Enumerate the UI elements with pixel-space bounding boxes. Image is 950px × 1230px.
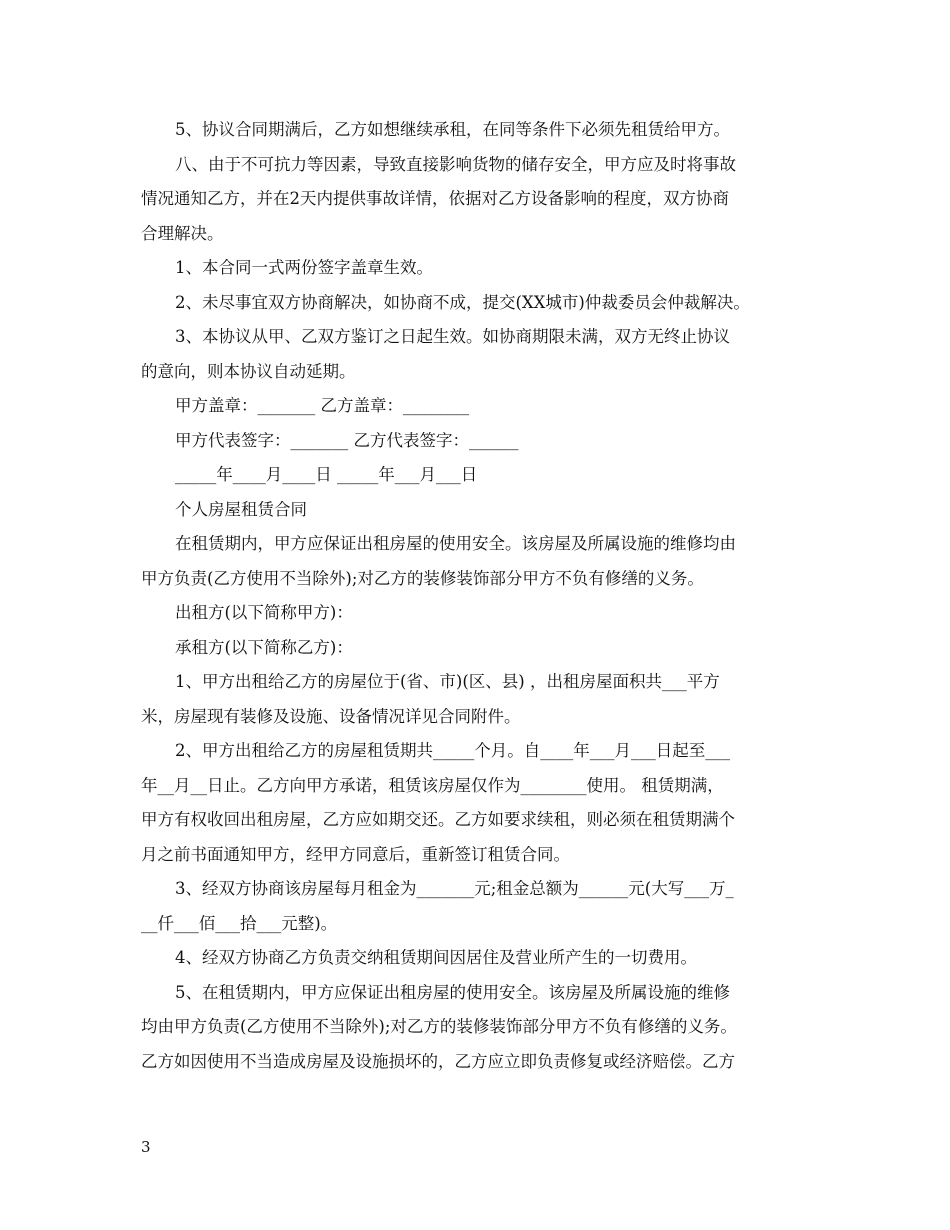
document-body xyxy=(141,113,813,1079)
text-line: 1、本合同一式两份签字盖章生效。 xyxy=(175,258,433,277)
text-line: 甲方负责(乙方使用不当除外);对乙方的装修装饰部分甲方不负有修缮的义务。 xyxy=(141,568,704,588)
text-line: _____年____月____日 _____年___月___日 xyxy=(175,465,478,484)
text-line: 5、协议合同期满后，乙方如想继续承租，在同等条件下必须先租赁给甲方。 xyxy=(175,120,730,139)
page-number: 3 xyxy=(141,1138,151,1156)
text-line: 1、甲方出租给乙方的房屋位于(省、市)(区、县) ，出租房屋面积共___平方 xyxy=(175,672,720,691)
text-line: 合理解决。 xyxy=(141,223,224,243)
text-line: 甲方有权收回出租房屋，乙方应如期交还。乙方如要求续租，则必须在租赁期满个 xyxy=(141,810,735,829)
text-line: 在租赁期内，甲方应保证出租房屋的使用安全。该房屋及所属设施的维修均由 xyxy=(175,534,736,553)
text-line: 均由甲方负责(乙方使用不当除外);对乙方的装修装饰部分甲方不负有修缮的义务。 xyxy=(141,1017,737,1036)
text-line: 5、在租赁期内，甲方应保证出租房屋的使用安全。该房屋及所属设施的维修 xyxy=(175,982,730,1002)
text-line: 3、本协议从甲、乙双方鉴订之日起生效。如协商期限未满，双方无终止协议 xyxy=(175,327,730,346)
text-line: 个人房屋租赁合同 xyxy=(175,499,307,519)
text-line: __仟___佰___拾___元整)。 xyxy=(141,913,338,933)
text-line: 月之前书面通知甲方，经甲方同意后，重新签订租赁合同。 xyxy=(141,844,570,864)
text-line: 年__月__日止。乙方向甲方承诺，租赁该房屋仅作为________使用。 租赁期满， xyxy=(141,775,724,795)
text-line: 的意向，则本协议自动延期。 xyxy=(141,361,356,381)
text-line: 3、经双方协商该房屋每月租金为_______元;租金总额为______元(大写___万_ xyxy=(175,879,734,898)
text-line: 2、未尽事宜双方协商解决，如协商不成，提交(XX城市)仲裁委员会仲裁解决。 xyxy=(175,292,750,312)
text-line: 甲方盖章：_______ 乙方盖章：________ xyxy=(175,396,469,415)
text-line: 承租方(以下简称乙方)： xyxy=(175,637,353,657)
text-line: 4、经双方协商乙方负责交纳租赁期间因居住及营业所产生的一切费用。 xyxy=(175,948,697,967)
text-line: 出租方(以下简称甲方)： xyxy=(175,603,353,622)
text-line: 八、由于不可抗力等因素，导致直接影响货物的储存安全，甲方应及时将事故 xyxy=(175,154,736,174)
text-line: 情况通知乙方，并在2天内提供事故详情，依据对乙方设备影响的程度，双方协商 xyxy=(141,189,729,208)
text-line: 乙方如因使用不当造成房屋及设施损坏的，乙方应立即负责修复或经济赔偿。乙方 xyxy=(141,1051,735,1071)
text-line: 米，房屋现有装修及设施、设备情况详见合同附件。 xyxy=(141,706,521,726)
text-line: 甲方代表签字：_______ 乙方代表签字：______ xyxy=(175,430,519,450)
text-line: 2、甲方出租给乙方的房屋租赁期共_____个月。自____年___月___日起至___ xyxy=(175,741,730,760)
